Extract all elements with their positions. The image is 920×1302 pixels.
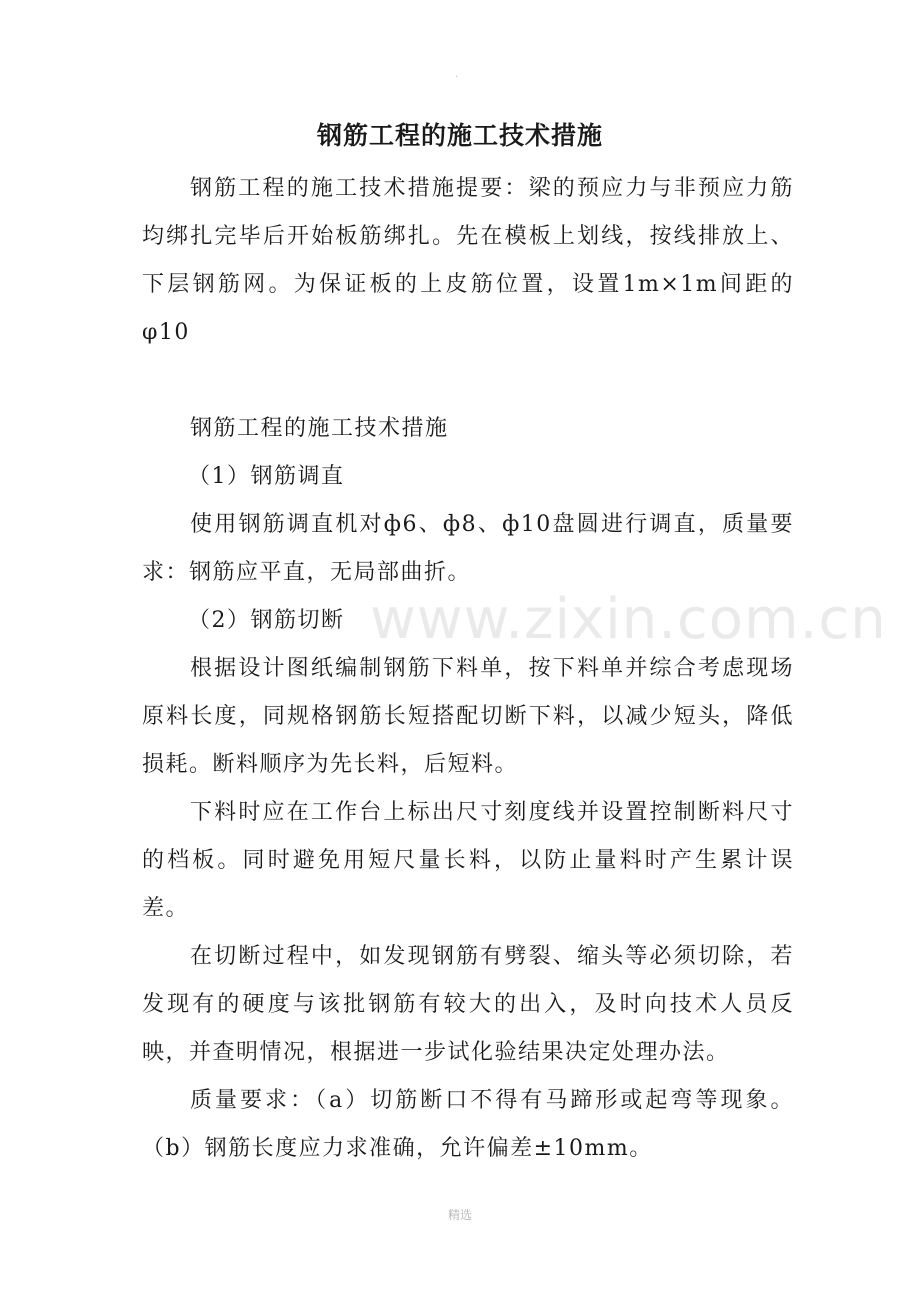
watermark: www.zixin.com.cn <box>370 587 887 652</box>
document-body <box>142 165 794 1173</box>
subheading-straightening: （1）钢筋调直 <box>188 464 345 489</box>
cutting-paragraph-1: 根据设计图纸编制钢筋下料单，按下料单并综合考虑现场原料长度，同规格钢筋长短搭配切断下料，以减少短头，降低损耗。断料顺序为先长料，后短料。 <box>142 656 794 777</box>
document-title: 钢筋工程的施工技术措施 <box>316 121 603 150</box>
footer-label: 精选 <box>447 1208 472 1222</box>
subheading-cutting: （2）钢筋切断 <box>188 608 345 633</box>
straightening-paragraph: 使用钢筋调直机对ф6、ф8、ф10盘圆进行调直，质量要求：钢筋应平直，无局部曲折。 <box>142 512 794 585</box>
cutting-paragraph-3: 在切断过程中，如发现钢筋有劈裂、缩头等必须切除，若发现有的硬度与该批钢筋有较大的出入，及时向技术人员反映，并查明情况，根据进一步试化验结果决定处理办法。 <box>142 944 794 1065</box>
section-heading: 钢筋工程的施工技术措施 <box>190 416 449 441</box>
paragraph-gap <box>142 357 794 405</box>
cutting-paragraph-2: 下料时应在工作台上标出尺寸刻度线并设置控制断料尺寸的档板。同时避免用短尺量长料，以防止量料时产生累计误差。 <box>142 800 794 921</box>
header-mark: . <box>455 69 459 80</box>
quality-requirements-paragraph: 质量要求：（a）切筋断口不得有马蹄形或起弯等现象。（b）钢筋长度应力求准确，允许偏差±10mm。 <box>142 1088 794 1161</box>
summary-paragraph: 钢筋工程的施工技术措施提要：梁的预应力与非预应力筋均绑扎完毕后开始板筋绑扎。先在模板上划线，按线排放上、下层钢筋网。为保证板的上皮筋位置，设置1m×1m间距的φ10 <box>142 176 794 345</box>
